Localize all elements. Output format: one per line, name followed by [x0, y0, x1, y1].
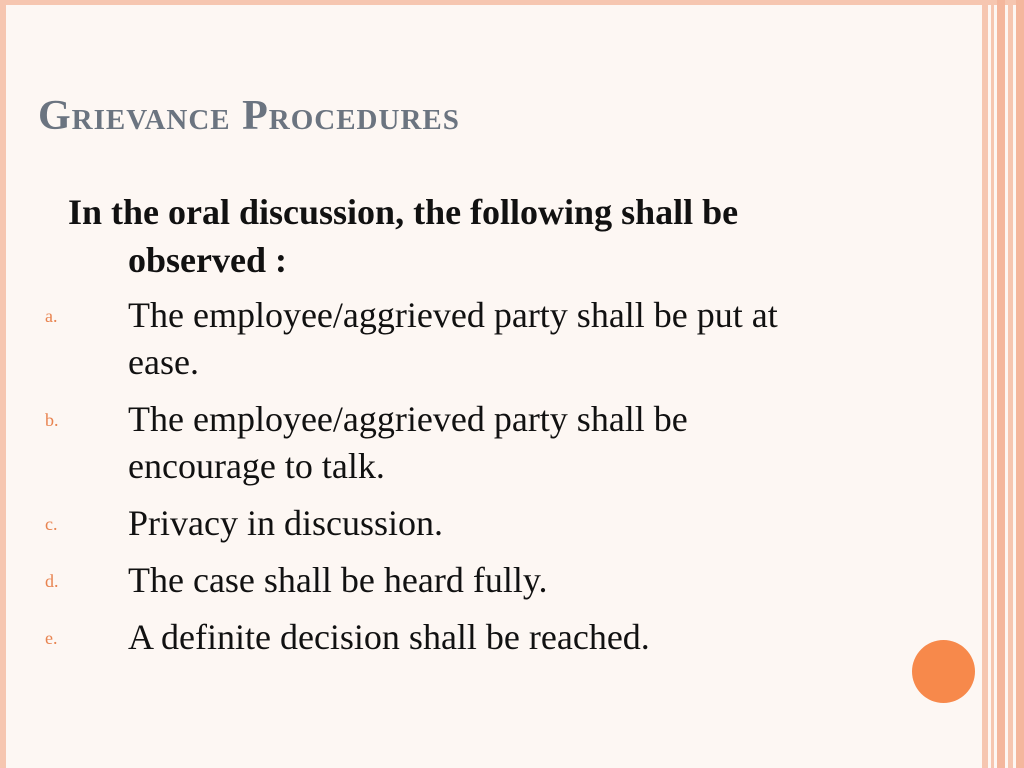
list-item-line-1: The case shall be heard fully. [128, 560, 548, 600]
decorative-stripe [982, 0, 988, 768]
accent-circle [912, 640, 975, 703]
intro-line-1: In the oral discussion, the following shall be [68, 192, 739, 232]
list-marker: b. [45, 410, 59, 430]
intro-line-2: observed : [128, 240, 287, 280]
list-item-text [128, 500, 978, 547]
list-item-text [128, 292, 978, 386]
decorative-stripe [991, 0, 994, 768]
frame-top-border [0, 0, 1024, 5]
list-item-text [128, 396, 978, 490]
list-item-text [128, 614, 978, 661]
intro-text [68, 188, 988, 284]
decorative-stripe [1008, 0, 1013, 768]
list-marker: a. [45, 306, 58, 326]
list-item-line-1: Privacy in discussion. [128, 503, 443, 543]
list-item-line-2: ease. [128, 342, 199, 382]
list-item-line-1: A definite decision shall be reached. [128, 617, 650, 657]
decorative-stripe [997, 0, 1005, 768]
list-item-line-1: The employee/aggrieved party shall be put at [128, 295, 778, 335]
decorative-stripe [1016, 0, 1024, 768]
frame-left-border [0, 0, 6, 768]
list-item-line-1: The employee/aggrieved party shall be [128, 399, 688, 439]
list-marker: c. [45, 514, 58, 534]
slide-title: Grievance Procedures [38, 93, 460, 139]
list-marker: e. [45, 628, 58, 648]
list-marker: d. [45, 571, 59, 591]
list-item-line-2: encourage to talk. [128, 446, 385, 486]
list-item-text [128, 557, 978, 604]
